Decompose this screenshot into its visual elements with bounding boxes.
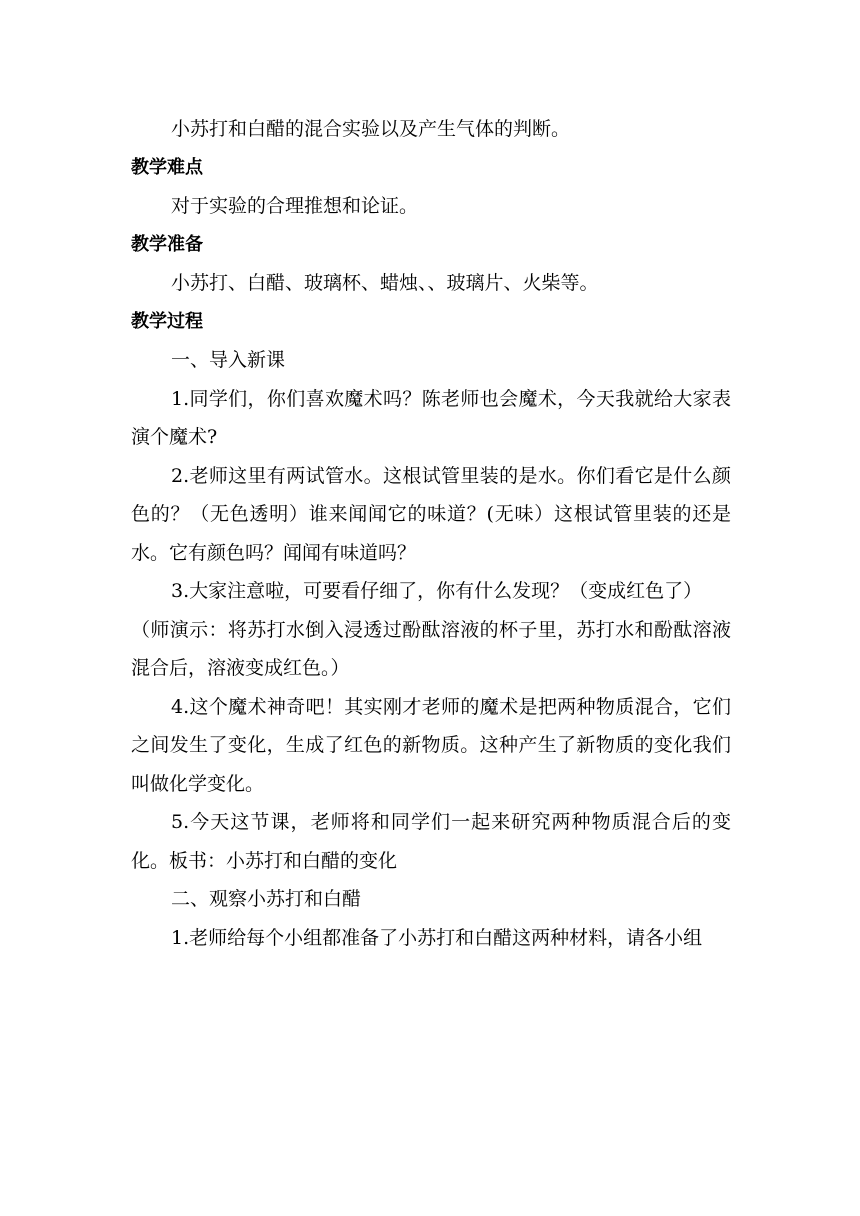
paragraph-step-3: 3.大家注意啦，可要看仔细了，你有什么发现？（变成红色了） [171,580,703,602]
paragraph-preparation: 小苏打、白醋、玻璃杯、蜡烛、、玻璃片、火柴等。 [171,272,599,294]
paragraph-step-3-demo: （师演示：将苏打水倒入浸透过酚酞溶液的杯子里，苏打水和酚酞溶液混合后，溶液变成红色。） [131,618,731,679]
paragraph-difficulty: 对于实验的合理推想和论证。 [171,195,419,217]
section-intro-title: 一、导入新课 [171,349,286,371]
heading-difficulty: 教学难点 [131,156,203,178]
paragraph-step-5: 5.今天这节课，老师将和同学们一起来研究两种物质混合后的变化。板书：小苏打和白醋的变化 [131,811,731,872]
paragraph-step-4: 4.这个魔术神奇吧！其实刚才老师的魔术是把两种物质混合，它们之间发生了变化，生成了红色的新物质。这种产生了新物质的变化我们叫做化学变化。 [131,695,731,795]
section-observe-title: 二、观察小苏打和白醋 [171,888,362,910]
document-page [131,110,731,957]
heading-preparation: 教学准备 [131,233,203,255]
heading-process: 教学过程 [131,310,203,332]
paragraph-key-point: 小苏打和白醋的混合实验以及产生气体的判断。 [171,118,571,140]
paragraph-observe-1: 1.老师给每个小组都准备了小苏打和白醋这两种材料，请各小组 [171,926,703,949]
paragraph-step-1: 1.同学们，你们喜欢魔术吗？陈老师也会魔术，今天我就给大家表演个魔术? [131,387,731,448]
paragraph-step-2: 2.老师这里有两试管水。这根试管里装的是水。你们看它是什么颜色的？（无色透明）谁来闻闻它的味道？(无味）这根试管里装的还是水。它有颜色吗？闻闻有味道吗？ [131,464,731,564]
